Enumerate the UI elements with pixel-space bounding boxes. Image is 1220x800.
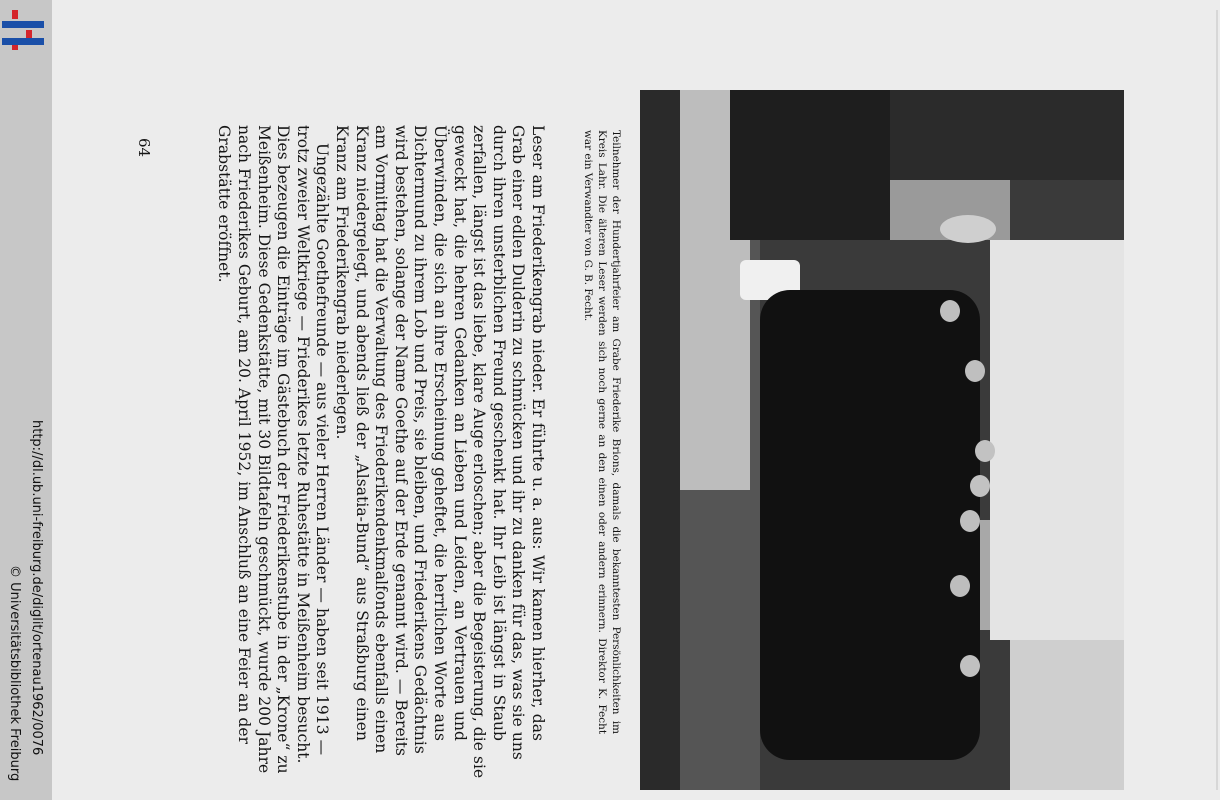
caption-line: Teilnehmer der Hundertjahrfeier am Grabe Friederike Brions, damals die bekanntesten Persönlichkeiten im	[610, 130, 622, 734]
body-line: Grabstätte eröffnet.	[215, 125, 234, 283]
body-line: Ungezählte Goethefreunde — aus vieler Herren Länder — haben seit 1913 —	[313, 143, 332, 756]
body-line: geweckt hat, die hehren Gedanken an Lieben und Leiden, an Vertrauen und	[450, 125, 469, 741]
body-line: am Vormittag hat die Verwaltung des Friederikendenkmalfonds ebenfalls einen	[372, 125, 391, 754]
body-line: Überwinden, die sich an ihre Erscheinung geheftet, die herrlichen Worte aus	[431, 125, 450, 741]
page-edge	[1216, 10, 1218, 790]
caption-line: war ein Verwandter von G. B. Fecht.	[582, 130, 594, 322]
university-library-logo[interactable]	[2, 10, 44, 50]
body-line: durch ihren unsterblichen Freund geschenkt hat. Ihr Leib ist längst in Staub	[489, 125, 508, 741]
attribution-copyright: © Universitätsbibliothek Freiburg	[7, 565, 22, 782]
body-line: Kranz am Friederikengrab niederlegen.	[333, 125, 352, 440]
body-line: Dies bezeugen die Einträge im Gästebuch der Friederikenstube in der „Krone“ zu	[274, 125, 293, 774]
body-line: zerfallen, längst ist das liebe, klare Auge erloschen; aber die Begeisterung, die sie	[470, 125, 489, 779]
body-line: Grab einer edlen Dulderin zu schmücken und ihr zu danken für das, was sie uns	[509, 125, 528, 760]
page-number: 64	[135, 138, 153, 158]
body-text	[214, 125, 547, 779]
body-line: Dichtermund zu ihrem Lob und Preis, sie bleiben, und Friederikens Gedächtnis	[411, 125, 430, 754]
body-line: nach Friederikes Geburt, am 20. April 1952, im Anschluß an eine Feier an der	[235, 125, 254, 745]
body-line: wird bestehen, solange der Name Goethe auf der Erde genannt wird. — Bereits	[391, 125, 410, 757]
caption-line: Kreis Lahr. Die älteren Leser werden sich noch gerne an den einen oder andern erinnern. Direktor K. Fecht	[596, 130, 608, 734]
body-line: Kranz niedergelegt, und abends ließ der „Alsatia-Bund“ aus Straßburg einen	[352, 125, 371, 741]
photo-caption	[582, 130, 622, 734]
body-line: trotz zweier Weltkriege — Friederikes letzte Ruhestätte in Meißenheim besucht.	[293, 125, 312, 764]
body-line: Leser am Friederikengrab nieder. Er führte u. a. aus: Wir kamen hierher, das	[529, 125, 547, 741]
group-photograph	[640, 90, 1124, 790]
attribution-url[interactable]: http://dl.ub.uni-freiburg.de/diglit/ortenau1962/0076	[29, 420, 44, 756]
body-line: Meißenheim. Diese Gedenkstätte, mit 30 Bildtafeln geschmückt, wurde 200 Jahre	[254, 125, 273, 774]
